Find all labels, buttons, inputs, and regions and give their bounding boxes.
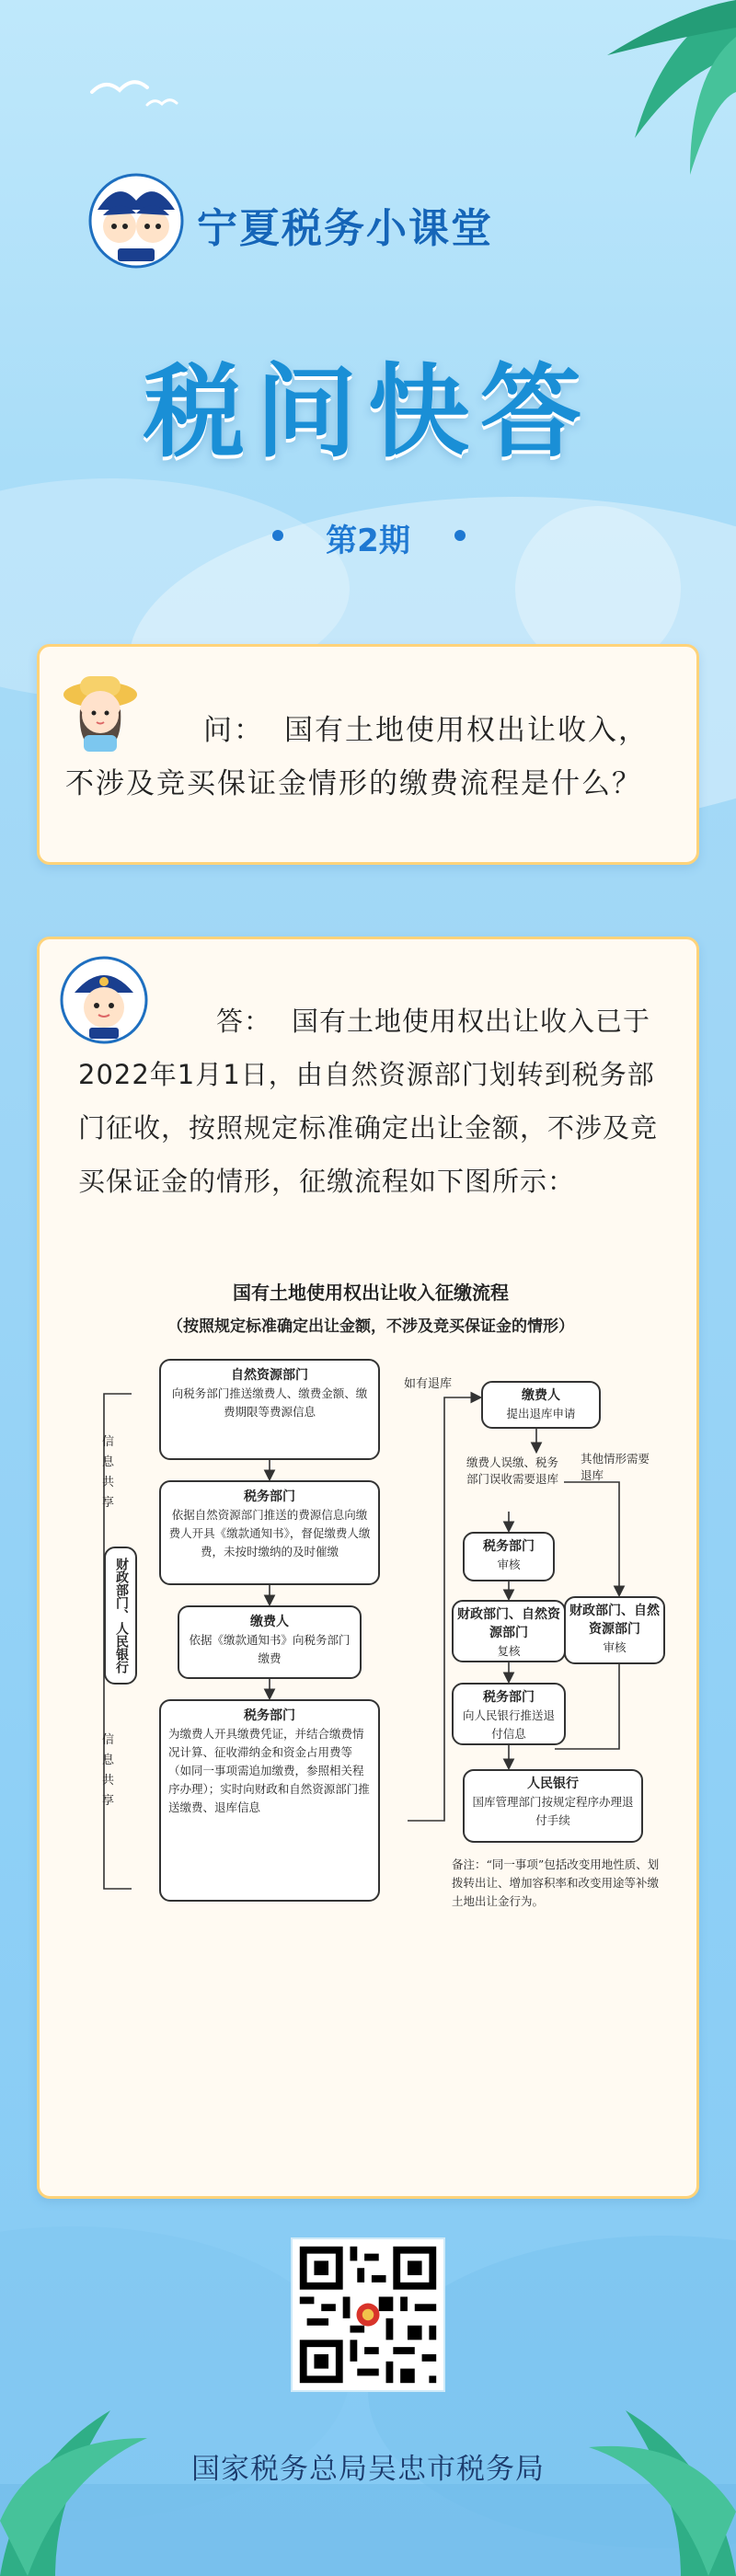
answer-prefix: 答： bbox=[216, 1006, 272, 1037]
palm-leaf-icon bbox=[552, 0, 736, 184]
answer-body: 国有土地使用权出让收入已于2022年1月1日，由自然资源部门划转到税务部门征收，按照规定标准确定出让金额，不涉及竞买保证金的情形，征缴流程如下图所示： bbox=[78, 1006, 659, 1197]
info-share-top-label: 信息共享 bbox=[102, 1435, 115, 1510]
flowchart-note: 备注：“同一事项”包括改变用地性质、划拨转出让、增加容积率和改变用途等补缴土地出让金行为。 bbox=[452, 1857, 660, 1908]
flow-box-tax-review: 税务部门 审核 bbox=[463, 1532, 555, 1581]
issue-dot-right bbox=[454, 530, 466, 541]
question-card bbox=[37, 644, 699, 865]
question-body: 国有土地使用权出让收入，不涉及竞买保证金情形的缴费流程是什么？ bbox=[65, 714, 649, 800]
flowchart bbox=[76, 1271, 665, 2080]
flow-box-tax-push: 税务部门 向人民银行推送退付信息 bbox=[452, 1683, 566, 1745]
side-box-finance-bank: 财政部门、人民银行 bbox=[104, 1547, 137, 1685]
bird-icon bbox=[83, 64, 184, 120]
qr-code[interactable] bbox=[291, 2237, 445, 2392]
footer-org: 国家税务总局吴忠市税务局 bbox=[191, 2453, 545, 2486]
answer-text bbox=[78, 995, 676, 1208]
flow-box-tax-receipt: 税务部门 为缴费人开具缴费凭证，并结合缴费情况计算、征收滞纳金和资金占用费等（如同一事项需追加缴费，参照相关程序办理）；实时向财政和自然资源部门推送缴费、退库信息 bbox=[159, 1699, 380, 1902]
flow-box-tax-notice: 税务部门 依据自然资源部门推送的费源信息向缴费人开具《缴款通知书》，督促缴费人缴费，未按时缴纳的及时催缴 bbox=[159, 1480, 380, 1585]
page-title: 税问快答 bbox=[144, 353, 592, 471]
flow-box-natural-resources: 自然资源部门 向税务部门推送缴费人、缴费金额、缴费期限等费源信息 bbox=[159, 1359, 380, 1460]
flow-box-refund-request: 缴费人 提出退库申请 bbox=[481, 1381, 601, 1429]
flowchart-title: 国有土地使用权出让收入征缴流程 bbox=[233, 1282, 509, 1304]
answer-card bbox=[37, 937, 699, 2199]
question-prefix: 问： bbox=[203, 714, 264, 747]
misreport-label: 缴费人误缴、税务部门误收需要退库 bbox=[466, 1455, 559, 1486]
flow-box-payer: 缴费人 依据《缴款通知书》向税务部门缴费 bbox=[178, 1605, 362, 1679]
other-cases-label: 其他情形需要退库 bbox=[581, 1452, 650, 1482]
question-text bbox=[65, 704, 676, 811]
info-share-bottom-label: 信息共享 bbox=[102, 1733, 115, 1808]
mascot-logo-icon bbox=[81, 173, 191, 274]
brand-title: 宁夏税务小课堂 bbox=[197, 205, 493, 252]
flow-box-bank: 人民银行 国库管理部门按规定程序办理退付手续 bbox=[463, 1769, 643, 1843]
issue-label: 第2期 bbox=[326, 523, 410, 559]
flow-box-fin-nr-recheck: 财政部门、自然资源部门 复核 bbox=[452, 1600, 566, 1662]
refund-if-label: 如有退库 bbox=[404, 1377, 453, 1391]
flow-box-fin-nr-review: 财政部门、自然资源部门 审核 bbox=[564, 1596, 665, 1664]
flowchart-subtitle: （按照规定标准确定出让金额，不涉及竞买保证金的情形） bbox=[167, 1317, 574, 1336]
qr-code-icon bbox=[293, 2239, 443, 2390]
